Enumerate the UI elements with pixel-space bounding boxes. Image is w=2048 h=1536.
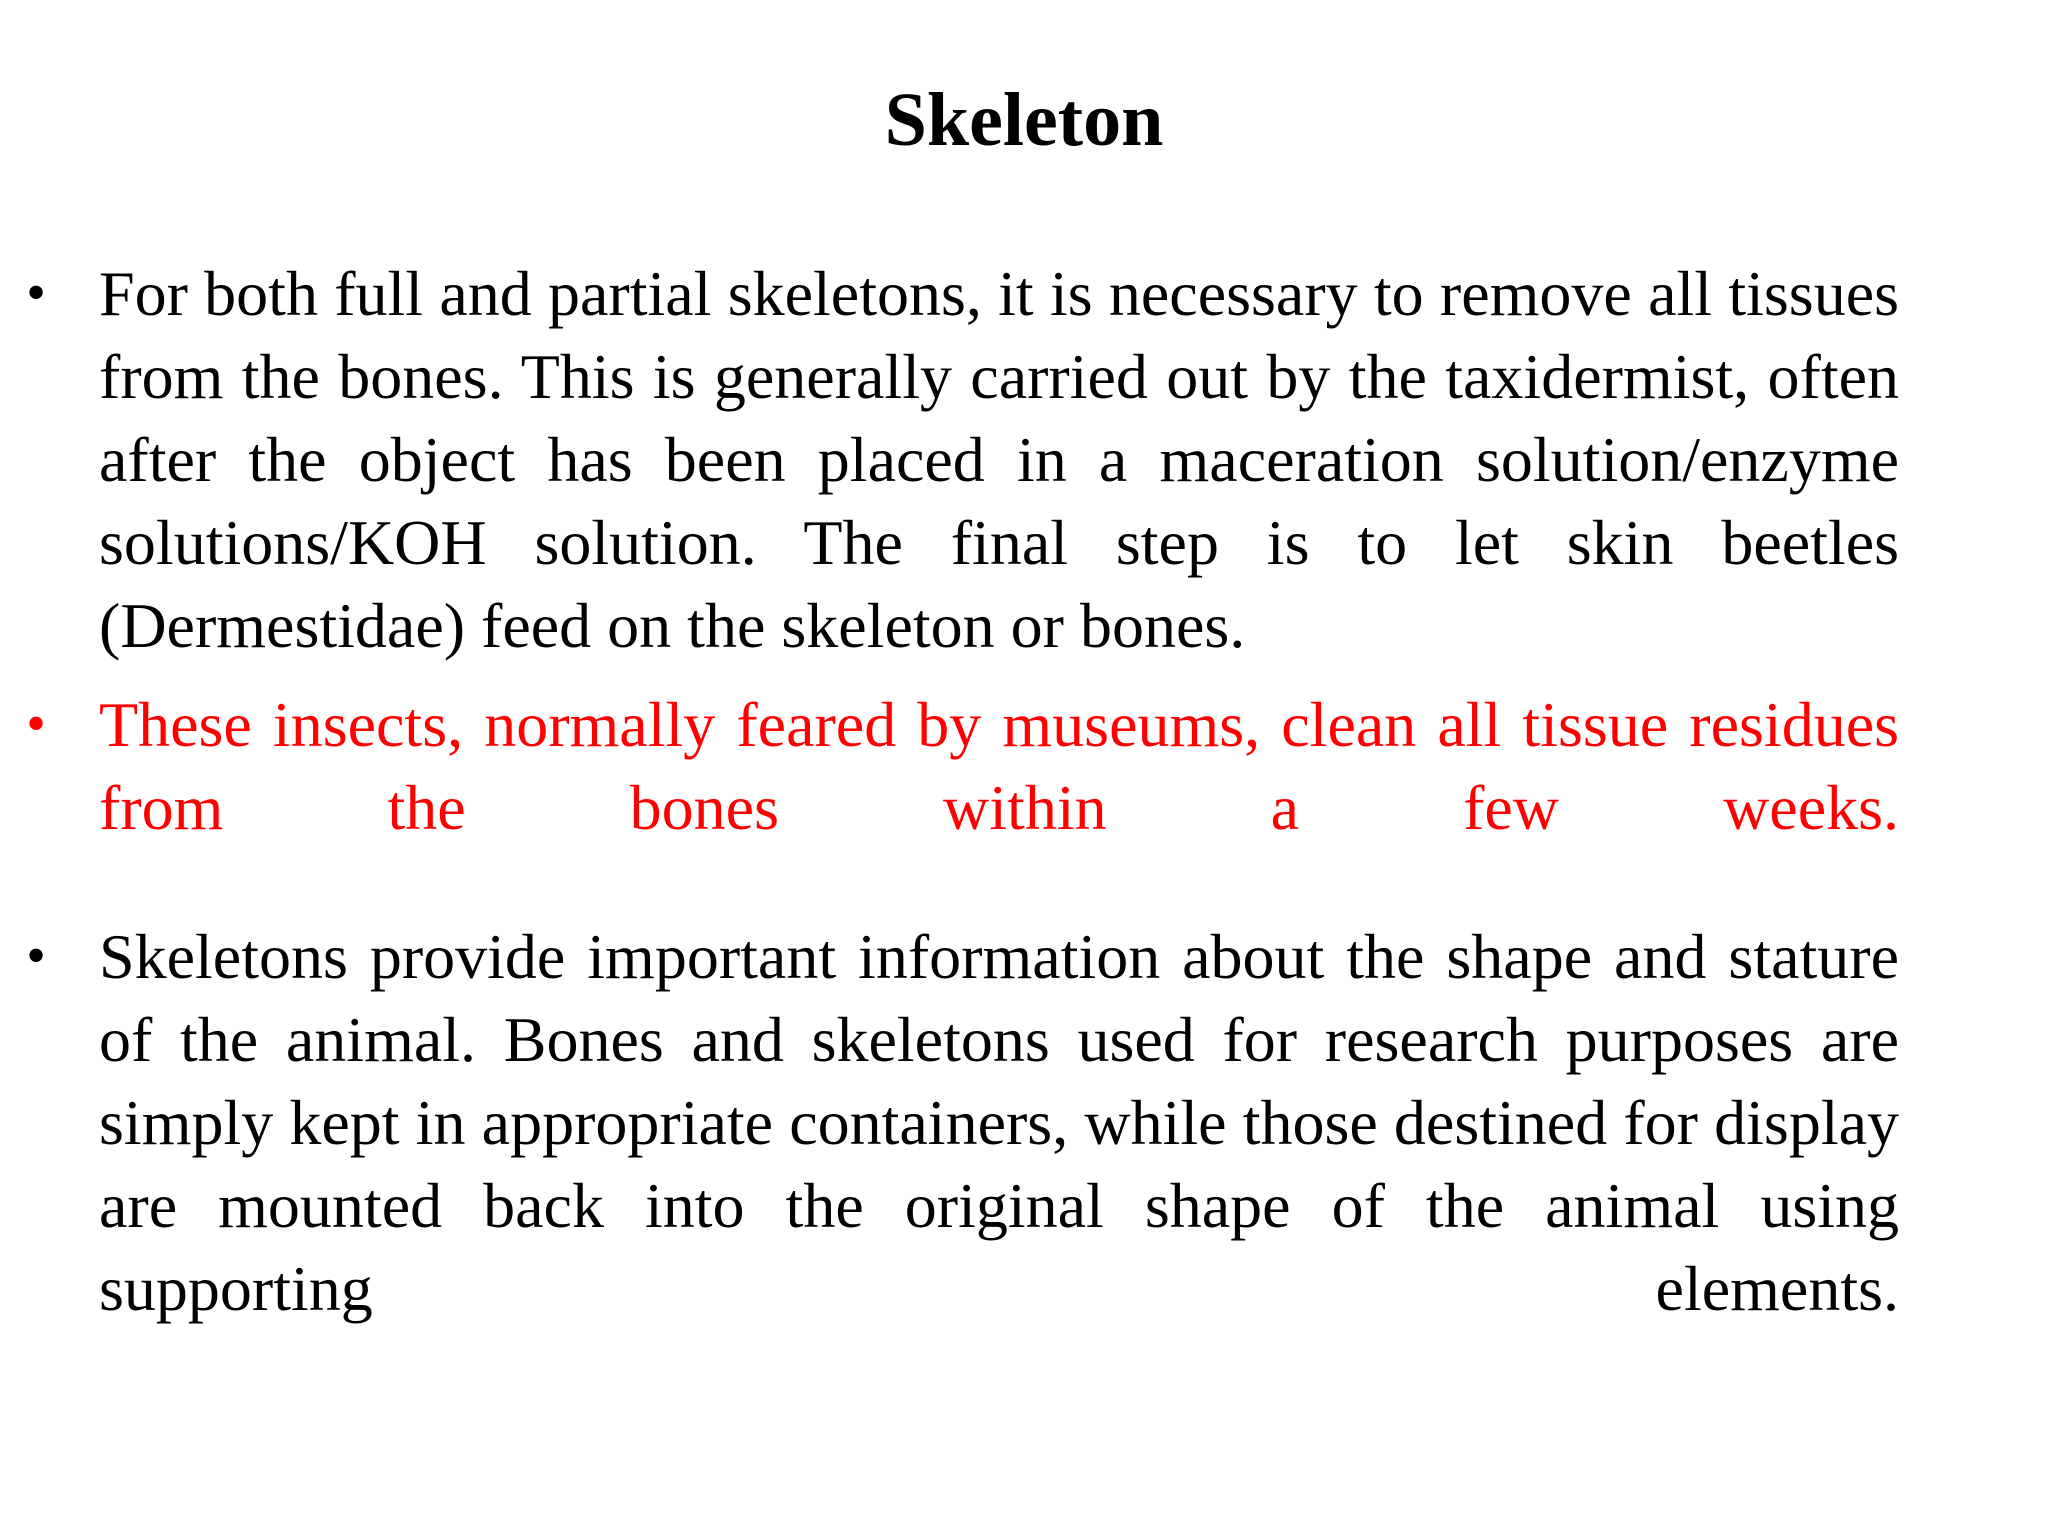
bullet-dot-icon: •: [26, 693, 46, 755]
bullet-item-insects: [0, 683, 1899, 849]
bullet-text: Skeletons provide important information about the shape and stature of the animal. Bones and skeletons used for research purposes are simply kept in appropriate containers, while those destined for display are mounted back into the original shape of the animal using supporting elements.: [99, 921, 1899, 1324]
bullet-text: For both full and partial skeletons, it is necessary to remove all tissues from the bones. This is generally carried out by the taxidermist, often after the object has been placed in a maceration solution/enzyme solutions/KOH solution. The final step is to let skin beetles (Dermestidae) feed on the skeleton or bones.: [99, 258, 1899, 661]
slide-title: Skeleton: [884, 78, 1164, 162]
bullet-item-skeleton-info: [0, 915, 1899, 1330]
bullet-dot-icon: •: [26, 925, 46, 987]
bullet-dot-icon: •: [26, 262, 46, 324]
bullet-text: These insects, normally feared by museums, clean all tissue residues from the bones within a few weeks.: [99, 689, 1899, 843]
bullet-list: [0, 252, 2048, 1330]
bullet-item-tissue-removal: [0, 252, 1899, 667]
